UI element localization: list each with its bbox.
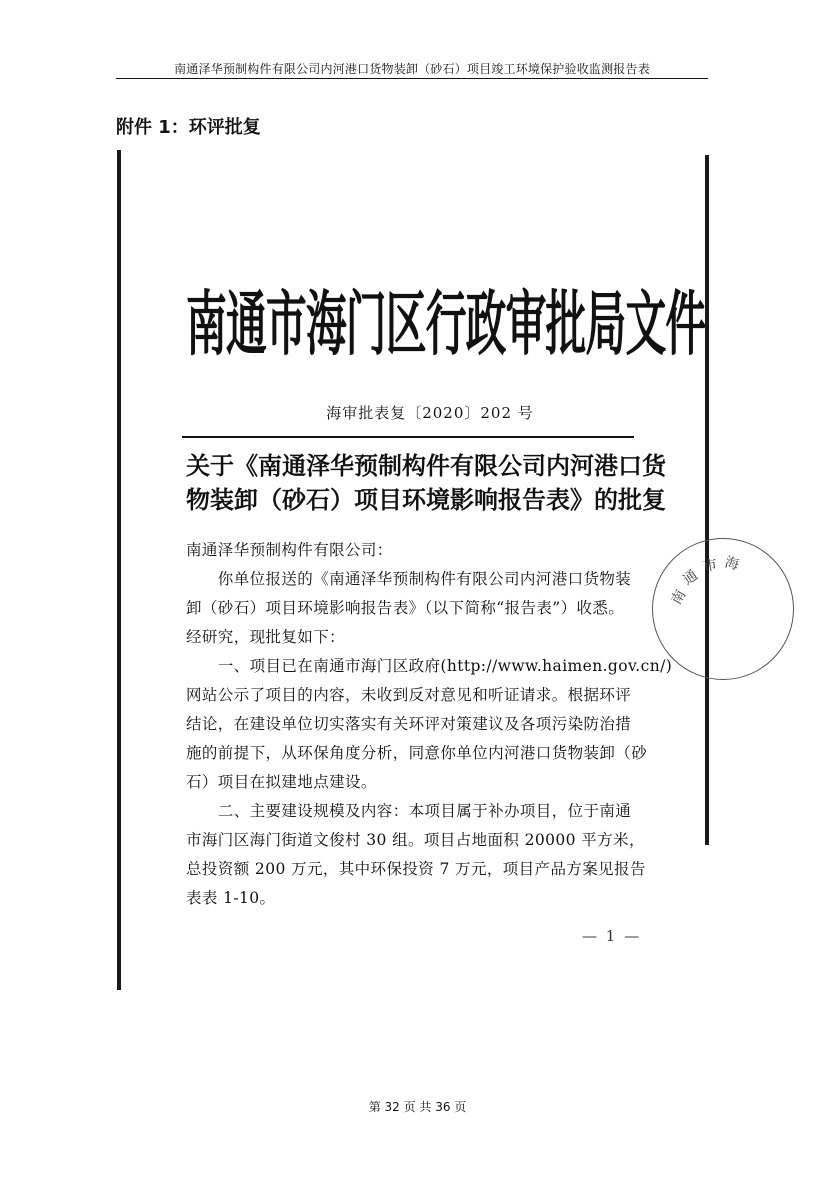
original-page-number: — 1 — xyxy=(582,927,642,945)
body-line: 总投资额 200 万元，其中环保投资 7 万元，项目产品方案见报告 xyxy=(186,860,646,878)
document-number: 海审批表复〔2020〕202 号 xyxy=(326,404,534,422)
attachment-label: 附件 1：环评批复 xyxy=(116,117,261,138)
header-divider xyxy=(116,78,708,79)
scan-right-border xyxy=(705,155,709,845)
subject-line: 关于《南通泽华预制构件有限公司内河港口货 xyxy=(186,451,666,480)
body-line: 石）项目在拟建地点建设。 xyxy=(186,773,377,791)
body-line: 二、主要建设规模及内容：本项目属于补办项目，位于南通 xyxy=(186,802,632,820)
scan-left-border xyxy=(117,150,121,990)
body-line: 卸（砂石）项目环境影响报告表》（以下简称“报告表”）收悉。 xyxy=(186,599,625,617)
body-line: 网站公示了项目的内容，未收到反对意见和听证请求。根据环评 xyxy=(186,686,632,704)
body-line: 南通泽华预制构件有限公司： xyxy=(186,541,393,559)
body-line: 经研究，现批复如下： xyxy=(186,628,346,646)
body-line: 市海门区海门街道文俊村 30 组。项目占地面积 20000 平方米， xyxy=(186,831,645,849)
body-line: 表表 1-10。 xyxy=(186,889,276,907)
body-line: 施的前提下，从环保角度分析，同意你单位内河港口货物装卸（砂 xyxy=(186,744,648,762)
body-line: 结论，在建设单位切实落实有关环评对策建议及各项污染防治措 xyxy=(186,715,632,733)
official-seal xyxy=(652,538,794,680)
body-line: 你单位报送的《南通泽华预制构件有限公司内河港口货物装 xyxy=(186,570,632,588)
subject-line: 物装卸（砂石）项目环境影响报告表》的批复 xyxy=(186,485,666,514)
seal-lettering: 南 通 市 海 xyxy=(668,554,741,608)
page-footer: 第 32 页 共 36 页 xyxy=(368,1100,467,1114)
report-header: 南通泽华预制构件有限公司内河港口货物装卸（砂石）项目竣工环境保护验收监测报告表 xyxy=(174,62,650,76)
document-subject xyxy=(186,449,666,517)
title-divider xyxy=(182,436,634,438)
body-line: 一、项目已在南通市海门区政府(http://www.haimen.gov.cn/) xyxy=(186,657,673,675)
issuer-title: 南通市海门区行政审批局文件 xyxy=(186,283,706,366)
